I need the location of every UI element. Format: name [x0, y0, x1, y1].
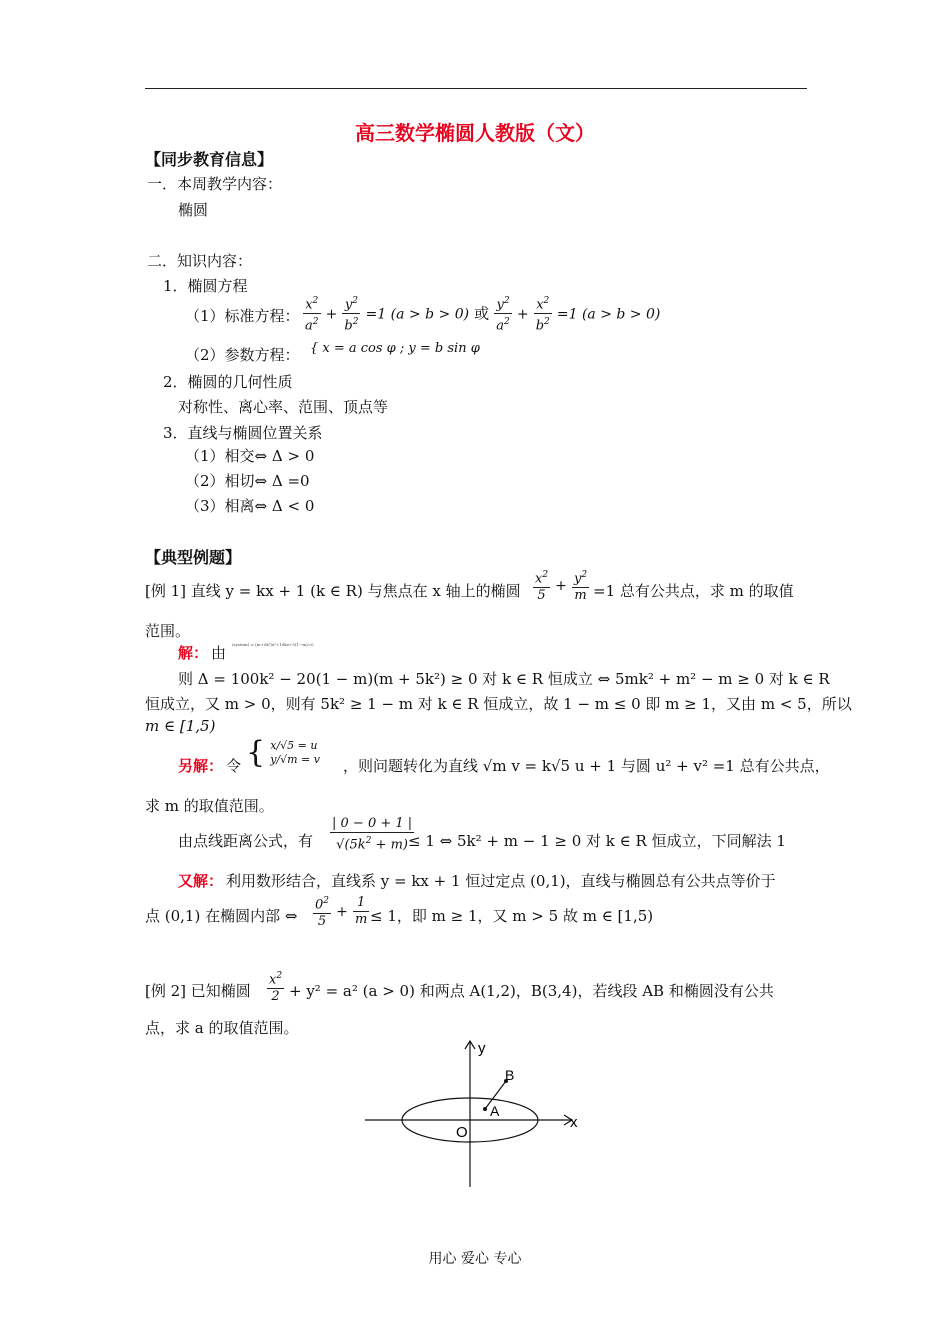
or-word: 或 — [474, 304, 490, 323]
ex1-solution-label: 解： — [178, 644, 209, 662]
ex1-another-label: 又解： — [178, 872, 224, 890]
ex1-distance-a: 由点线距离公式，有 — [178, 832, 314, 850]
ex1-inside-condition: $\frac{0^2}{5}$ + $\frac{1}{m}$ — [313, 893, 369, 930]
ex1-alt-line2: 求 m 的取值范围。 — [145, 797, 274, 815]
ex1-solution-tiny: (system) ⇒ (m+5k²)x²+10kx+5(1−m)=0 — [232, 642, 314, 647]
std-eq1-cond: =1 (a > b > 0) — [365, 306, 470, 323]
y-axis-label: y — [478, 1040, 486, 1057]
ex2-line1a: [例 2] 已知椭圆 — [145, 982, 251, 1000]
point-a — [483, 1107, 487, 1111]
ex1-alt-ling: 令 — [226, 757, 242, 775]
ellipse-figure — [360, 1035, 590, 1195]
ex1-alt-label: 另解： — [178, 757, 224, 775]
origin-label: O — [456, 1124, 468, 1141]
ex1-intro-c: 范围。 — [145, 622, 191, 640]
std-eq2-cond: =1 (a > b > 0) — [556, 306, 661, 323]
ex1-line3: m ∈ [1,5) — [145, 717, 216, 735]
ex1-another-line2a: 点 (0,1) 在椭圆内部 ⇔ — [145, 907, 298, 925]
ex1-substitution: { x/√5 = u y/√m = v — [246, 735, 320, 770]
ex1-another-line2b: ≤ 1，即 m ≥ 1，又 m > 5 故 m ∈ [1,5) — [370, 907, 654, 925]
item2: 2．椭圆的几何性质 — [163, 373, 293, 391]
ex1-another-text: 利用数形结合，直线系 y = kx + 1 恒过定点 (0,1)，直线与椭圆总有公共点等价于 — [226, 872, 776, 890]
page-footer: 用心 爱心 专心 — [428, 1251, 522, 1267]
page-title: 高三数学椭圆人教版（文） — [355, 121, 595, 145]
item3: 3．直线与椭圆位置关系 — [163, 424, 323, 442]
ex1-line2: 恒成立，又 m > 0，则有 5k² ≥ 1 − m 对 k ∈ R 恒成立，故 1 − m ≤ 0 即 m ≥ 1，又由 m < 5，所以 — [145, 695, 852, 713]
part1-content: 椭圆 — [178, 201, 209, 219]
header-rule — [145, 88, 807, 89]
part1-heading: 一．本周教学内容： — [147, 175, 283, 193]
std-eq1: $\frac{x^2}{a^2}$ + $\frac{y^2}{b^2}$ =1 (a > b > 0) 或 $\frac{y^2}{a^2}$ + $\frac{x^2}{b^2}$ =1 (a > b > 0) — [303, 293, 660, 335]
relation-intersect: （1）相交⇔ Δ > 0 — [185, 447, 315, 465]
std-label: （1）标准方程： — [185, 307, 300, 325]
ex1-solution-you: 由 — [211, 644, 227, 662]
part2-heading: 二．知识内容： — [147, 252, 253, 270]
ex1-line1: 则 Δ = 100k² − 20(1 − m)(m + 5k²) ≥ 0 对 k ∈ R 恒成立 ⇔ 5mk² + m² − m ≥ 0 对 k ∈ R — [178, 670, 830, 688]
item1: 1．椭圆方程 — [163, 277, 248, 295]
ex1-alt-text: ，则问题转化为直线 √m v = k√5 u + 1 与圆 u² + v² =1 总有公共点， — [343, 757, 830, 775]
relation-tangent: （2）相切⇔ Δ =0 — [185, 472, 310, 490]
section-sync-info: 【同步教育信息】 — [145, 150, 274, 169]
ex1-distance-b: ≤ 1 ⇔ 5k² + m − 1 ≥ 0 对 k ∈ R 恒成立，下同解法 1 — [408, 832, 786, 850]
param-label: （2）参数方程： — [185, 346, 300, 364]
ex2-line1b: + y² = a² (a > 0) 和两点 A(1,2)，B(3,4)，若线段 AB 和椭圆没有公共 — [289, 982, 774, 1000]
ex1-distance-frac: $\frac{| 0 - 0 + 1 |}{√(5k^2 + m)}$ — [332, 816, 413, 853]
ex2-ellipse-frac: $\frac{x^2}{2}$ — [267, 968, 284, 1005]
ex1-ellipse-eq: $\frac{x^2}{5}$ + $\frac{y^2}{m}$ — [533, 567, 589, 604]
relation-separate: （3）相离⇔ Δ < 0 — [185, 497, 315, 515]
item2-text: 对称性、离心率、范围、顶点等 — [178, 398, 389, 416]
param-eq: { x = a cos φ ; y = b sin φ — [310, 342, 480, 356]
point-b-label: B — [505, 1067, 515, 1083]
section-typical: 【典型例题】 — [145, 548, 242, 567]
ex2-line2: 点，求 a 的取值范围。 — [145, 1019, 299, 1037]
x-axis-label: x — [570, 1114, 578, 1131]
ex1-intro-b: =1 总有公共点，求 m 的取值 — [593, 582, 794, 600]
ex1-intro-a: [例 1] 直线 y = kx + 1 (k ∈ R) 与焦点在 x 轴上的椭圆 — [145, 582, 521, 600]
point-a-label: A — [490, 1103, 500, 1119]
